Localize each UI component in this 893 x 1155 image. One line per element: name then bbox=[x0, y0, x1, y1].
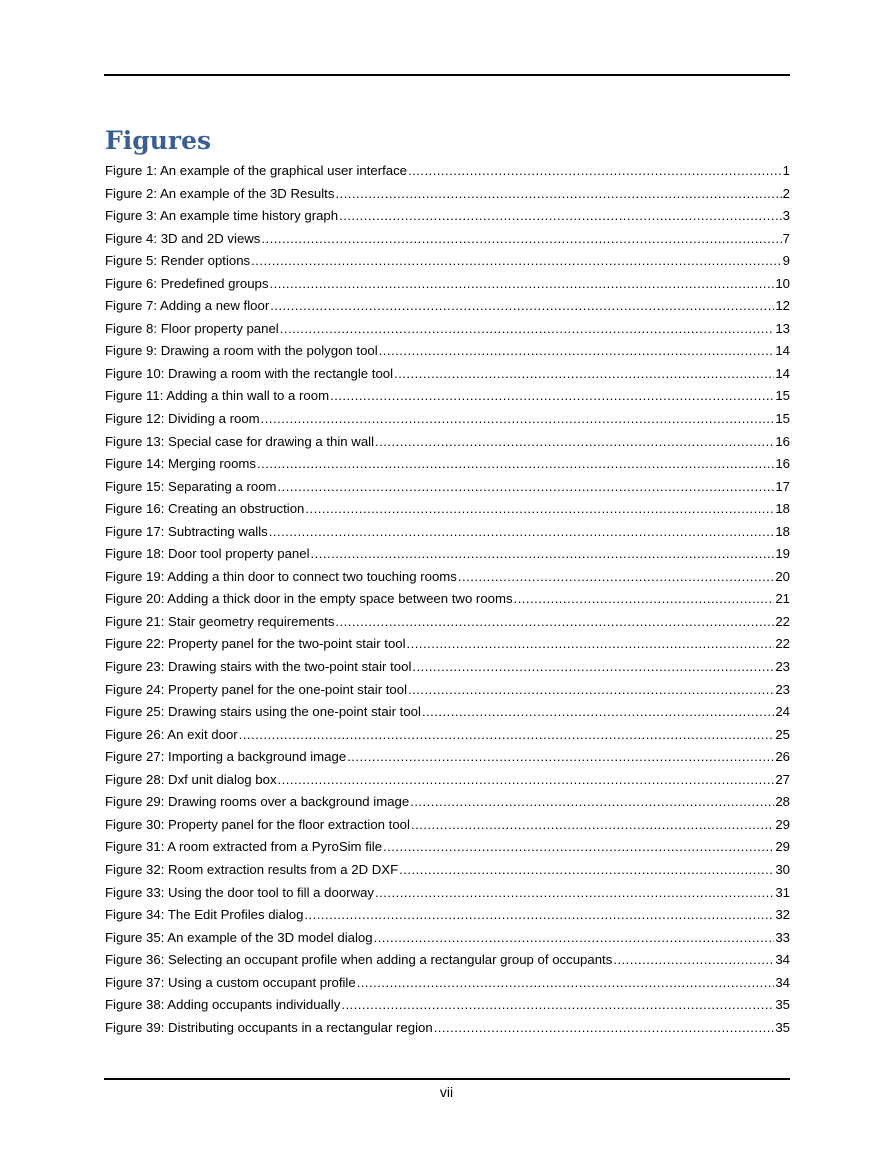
dot-leader bbox=[261, 228, 781, 251]
figure-entry[interactable] bbox=[105, 836, 790, 859]
figure-entry-page: 10 bbox=[775, 275, 790, 291]
figure-entry-label: Figure 32: Room extraction results from a 2D DXF bbox=[105, 861, 399, 877]
dot-leader bbox=[375, 882, 774, 905]
figure-entry[interactable] bbox=[105, 949, 790, 972]
figure-entry[interactable] bbox=[105, 701, 790, 724]
dot-leader bbox=[341, 994, 774, 1017]
figure-entry[interactable] bbox=[105, 724, 790, 747]
dot-leader bbox=[422, 701, 774, 724]
figure-entry-page: 35 bbox=[775, 997, 790, 1013]
dot-leader bbox=[375, 431, 774, 454]
figure-entry-page: 14 bbox=[775, 365, 790, 381]
figure-entry-page: 14 bbox=[775, 343, 790, 359]
figure-entry-label: Figure 34: The Edit Profiles dialog bbox=[105, 907, 304, 923]
figure-entry[interactable] bbox=[105, 972, 790, 995]
figure-entry-label: Figure 33: Using the door tool to fill a doorway bbox=[105, 884, 375, 900]
dot-leader bbox=[335, 183, 781, 206]
figure-entry[interactable] bbox=[105, 588, 790, 611]
figure-entry-label: Figure 18: Door tool property panel bbox=[105, 546, 310, 562]
figure-entry-label: Figure 28: Dxf unit dialog box bbox=[105, 771, 277, 787]
figure-entry-label: Figure 9: Drawing a room with the polygon tool bbox=[105, 343, 378, 359]
figure-entry[interactable] bbox=[105, 250, 790, 273]
dot-leader bbox=[408, 160, 782, 183]
figure-entry-label: Figure 13: Special case for drawing a thin wall bbox=[105, 433, 375, 449]
figure-entry-page: 30 bbox=[775, 861, 790, 877]
figure-entry[interactable] bbox=[105, 656, 790, 679]
figure-entry[interactable] bbox=[105, 408, 790, 431]
figure-entry-page: 9 bbox=[782, 253, 790, 269]
figure-entry[interactable] bbox=[105, 273, 790, 296]
figure-entry-page: 29 bbox=[775, 816, 790, 832]
figure-entry[interactable] bbox=[105, 183, 790, 206]
figure-entry-label: Figure 17: Subtracting walls bbox=[105, 523, 268, 539]
figure-entry-label: Figure 4: 3D and 2D views bbox=[105, 230, 261, 246]
figure-entry-label: Figure 5: Render options bbox=[105, 253, 251, 269]
dot-leader bbox=[399, 859, 774, 882]
figure-entry-page: 24 bbox=[775, 704, 790, 720]
figure-entry-page: 7 bbox=[782, 230, 790, 246]
footer-rule bbox=[104, 1078, 790, 1080]
figure-entry-label: Figure 23: Drawing stairs with the two-point stair tool bbox=[105, 659, 412, 675]
figure-entry-label: Figure 29: Drawing rooms over a background image bbox=[105, 794, 410, 810]
figure-entry-label: Figure 26: An exit door bbox=[105, 726, 238, 742]
dot-leader bbox=[239, 724, 775, 747]
figure-entry-page: 25 bbox=[775, 726, 790, 742]
figure-entry[interactable] bbox=[105, 431, 790, 454]
dot-leader bbox=[304, 904, 774, 927]
dot-leader bbox=[269, 273, 774, 296]
figure-entry-label: Figure 24: Property panel for the one-point stair tool bbox=[105, 681, 408, 697]
figure-entry-page: 16 bbox=[775, 433, 790, 449]
figure-entry-label: Figure 6: Predefined groups bbox=[105, 275, 269, 291]
figure-entry[interactable] bbox=[105, 769, 790, 792]
dot-leader bbox=[514, 588, 775, 611]
figure-entry[interactable] bbox=[105, 340, 790, 363]
figure-entry-page: 17 bbox=[775, 478, 790, 494]
figure-entry-page: 32 bbox=[775, 907, 790, 923]
dot-leader bbox=[305, 498, 774, 521]
figure-entry[interactable] bbox=[105, 385, 790, 408]
figure-entry[interactable] bbox=[105, 205, 790, 228]
figure-entry[interactable] bbox=[105, 453, 790, 476]
figure-entry-page: 15 bbox=[775, 388, 790, 404]
figure-entry-page: 34 bbox=[775, 952, 790, 968]
figure-entry-label: Figure 38: Adding occupants individually bbox=[105, 997, 341, 1013]
dot-leader bbox=[280, 318, 775, 341]
figure-entry-page: 21 bbox=[775, 591, 790, 607]
figure-entry-label: Figure 19: Adding a thin door to connect two touching rooms bbox=[105, 568, 457, 584]
figure-entry-label: Figure 11: Adding a thin wall to a room bbox=[105, 388, 330, 404]
figure-entry-label: Figure 7: Adding a new floor bbox=[105, 298, 270, 314]
dot-leader bbox=[613, 949, 774, 972]
figure-entry-label: Figure 36: Selecting an occupant profile when adding a rectangular group of occupants bbox=[105, 952, 613, 968]
page-title: Figures bbox=[105, 126, 212, 155]
figure-entry-page: 27 bbox=[775, 771, 790, 787]
figure-entry-page: 34 bbox=[775, 974, 790, 990]
dot-leader bbox=[458, 566, 774, 589]
figure-entry-page: 23 bbox=[775, 681, 790, 697]
dot-leader bbox=[434, 1017, 775, 1040]
figure-entry-page: 22 bbox=[775, 613, 790, 629]
figure-entry[interactable] bbox=[105, 498, 790, 521]
dot-leader bbox=[408, 679, 774, 702]
figure-entry[interactable] bbox=[105, 679, 790, 702]
figure-entry-page: 31 bbox=[775, 884, 790, 900]
figure-entry-label: Figure 25: Drawing stairs using the one-point stair tool bbox=[105, 704, 421, 720]
figure-entry-label: Figure 3: An example time history graph bbox=[105, 208, 339, 224]
figure-entry[interactable] bbox=[105, 994, 790, 1017]
figure-entry-label: Figure 35: An example of the 3D model dialog bbox=[105, 929, 373, 945]
figure-entry-page: 23 bbox=[775, 659, 790, 675]
figure-entry-page: 18 bbox=[775, 523, 790, 539]
dot-leader bbox=[374, 927, 775, 950]
dot-leader bbox=[339, 205, 782, 228]
figure-entry[interactable] bbox=[105, 1017, 790, 1040]
figure-entry-page: 26 bbox=[775, 749, 790, 765]
figure-entry[interactable] bbox=[105, 611, 790, 634]
figure-entry-page: 16 bbox=[775, 456, 790, 472]
figure-entry-label: Figure 21: Stair geometry requirements bbox=[105, 613, 335, 629]
figure-entry-label: Figure 15: Separating a room bbox=[105, 478, 277, 494]
figure-entry-label: Figure 2: An example of the 3D Results bbox=[105, 185, 335, 201]
dot-leader bbox=[257, 453, 774, 476]
figure-list bbox=[105, 160, 790, 1039]
figure-entry[interactable] bbox=[105, 566, 790, 589]
dot-leader bbox=[311, 543, 775, 566]
dot-leader bbox=[394, 363, 774, 386]
figure-entry-label: Figure 37: Using a custom occupant profile bbox=[105, 974, 356, 990]
figure-entry-page: 2 bbox=[782, 185, 790, 201]
figure-entry[interactable] bbox=[105, 521, 790, 544]
figure-entry[interactable] bbox=[105, 791, 790, 814]
figure-entry[interactable] bbox=[105, 859, 790, 882]
dot-leader bbox=[261, 408, 775, 431]
figure-entry-page: 29 bbox=[775, 839, 790, 855]
figure-entry-label: Figure 31: A room extracted from a PyroSim file bbox=[105, 839, 383, 855]
figure-entry[interactable] bbox=[105, 904, 790, 927]
dot-leader bbox=[379, 340, 775, 363]
figure-entry[interactable] bbox=[105, 318, 790, 341]
figure-entry-page: 3 bbox=[782, 208, 790, 224]
dot-leader bbox=[269, 521, 775, 544]
dot-leader bbox=[251, 250, 782, 273]
figure-entry[interactable] bbox=[105, 295, 790, 318]
figure-entry-label: Figure 39: Distributing occupants in a rectangular region bbox=[105, 1019, 433, 1035]
figure-entry-label: Figure 22: Property panel for the two-point stair tool bbox=[105, 636, 406, 652]
dot-leader bbox=[270, 295, 774, 318]
figure-entry-label: Figure 27: Importing a background image bbox=[105, 749, 347, 765]
figure-entry-label: Figure 12: Dividing a room bbox=[105, 411, 260, 427]
dot-leader bbox=[335, 611, 774, 634]
figure-entry[interactable] bbox=[105, 543, 790, 566]
dot-leader bbox=[278, 769, 775, 792]
dot-leader bbox=[407, 633, 775, 656]
figure-entry[interactable] bbox=[105, 228, 790, 251]
figure-entry[interactable] bbox=[105, 160, 790, 183]
figure-entry[interactable] bbox=[105, 746, 790, 769]
figure-entry[interactable] bbox=[105, 363, 790, 386]
figure-entry[interactable] bbox=[105, 476, 790, 499]
figure-entry-page: 35 bbox=[775, 1019, 790, 1035]
figure-entry-page: 19 bbox=[775, 546, 790, 562]
dot-leader bbox=[411, 814, 774, 837]
dot-leader bbox=[412, 656, 774, 679]
figure-entry[interactable] bbox=[105, 882, 790, 905]
figure-entry-label: Figure 30: Property panel for the floor extraction tool bbox=[105, 816, 410, 832]
figure-entry[interactable] bbox=[105, 927, 790, 950]
dot-leader bbox=[383, 836, 774, 859]
figure-entry-label: Figure 16: Creating an obstruction bbox=[105, 501, 305, 517]
figure-entry-label: Figure 1: An example of the graphical user interface bbox=[105, 163, 408, 178]
figure-entry-page: 28 bbox=[775, 794, 790, 810]
figure-entry[interactable] bbox=[105, 633, 790, 656]
figure-entry-page: 1 bbox=[782, 163, 790, 178]
dot-leader bbox=[330, 385, 774, 408]
figure-entry-label: Figure 8: Floor property panel bbox=[105, 320, 279, 336]
figure-entry-label: Figure 14: Merging rooms bbox=[105, 456, 256, 472]
figure-entry[interactable] bbox=[105, 814, 790, 837]
figure-entry-page: 13 bbox=[775, 320, 790, 336]
dot-leader bbox=[347, 746, 774, 769]
dot-leader bbox=[357, 972, 775, 995]
figure-entry-page: 33 bbox=[775, 929, 790, 945]
figure-entry-label: Figure 20: Adding a thick door in the empty space between two rooms bbox=[105, 591, 513, 607]
figure-entry-label: Figure 10: Drawing a room with the rectangle tool bbox=[105, 365, 394, 381]
figure-entry-page: 15 bbox=[775, 411, 790, 427]
header-rule bbox=[104, 74, 790, 76]
figure-entry-page: 20 bbox=[775, 568, 790, 584]
figure-entry-page: 18 bbox=[775, 501, 790, 517]
page-number: vii bbox=[439, 1084, 454, 1100]
figure-entry-page: 22 bbox=[775, 636, 790, 652]
dot-leader bbox=[278, 476, 775, 499]
figure-entry-page: 12 bbox=[775, 298, 790, 314]
dot-leader bbox=[410, 791, 774, 814]
